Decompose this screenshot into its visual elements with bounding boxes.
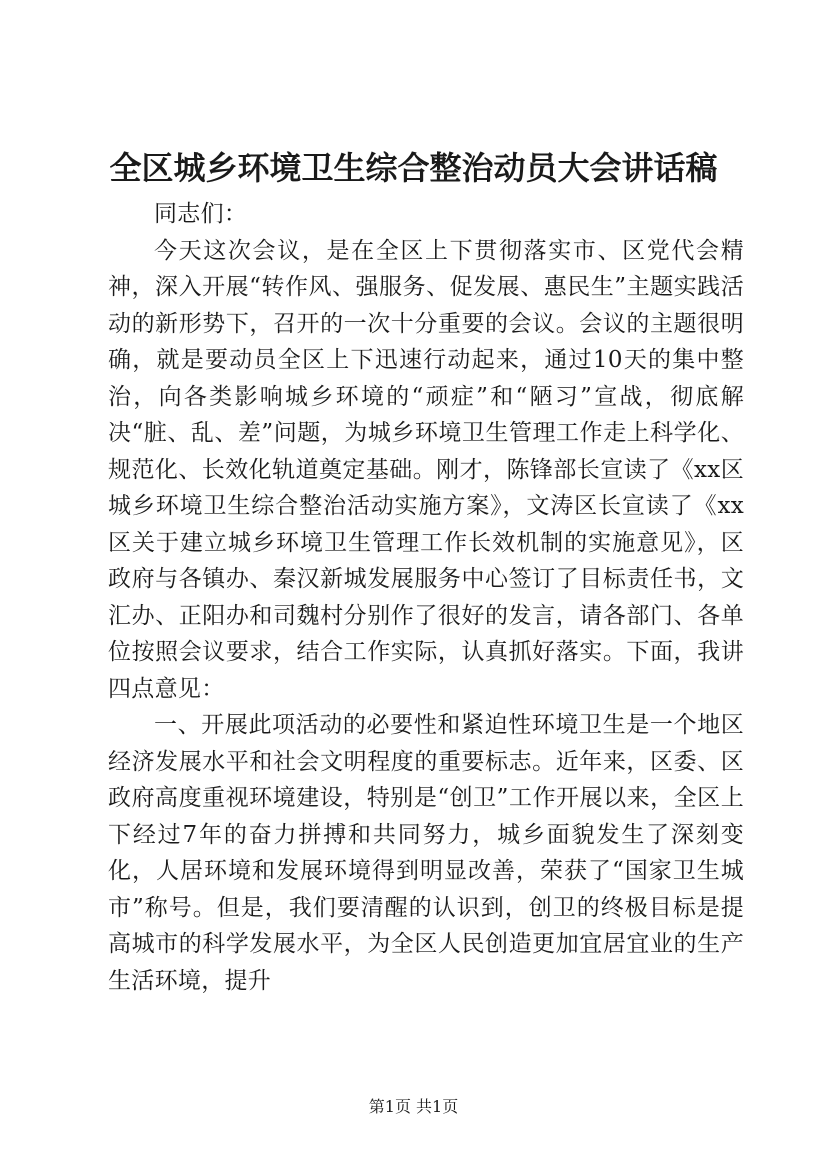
document-body [108,196,744,999]
body-paragraph: 今天这次会议，是在全区上下贯彻落实市、区党代会精神，深入开展“转作风、强服务、促发展、惠民生”主题实践活动的新形势下，召开的一次十分重要的会议。会议的主题很明确，就是要动员全区上下迅速行动起来，通过10天的集中整治，向各类影响城乡环境的“顽症”和“陋习”宣战，彻底解决“脏、乱、差”问题，为城乡环境卫生管理工作走上科学化、规范化、长效化轨道奠定基础。刚才，陈锋部长宣读了《xx区城乡环境卫生综合整治活动实施方案》，文涛区长宣读了《xx区关于建立城乡环境卫生管理工作长效机制的实施意见》，区政府与各镇办、秦汉新城发展服务中心签订了目标责任书，文汇办、正阳办和司魏村分别作了很好的发言，请各部门、各单位按照会议要求，结合工作实际，认真抓好落实。下面，我讲四点意见： [108,237,744,702]
salutation-paragraph: 同志们： [154,201,248,227]
page-footer: 第1页 共1页 [368,1097,459,1116]
document-title: 全区城乡环境卫生综合整治动员大会讲话稿 [109,149,718,187]
body-paragraph: 一、开展此项活动的必要性和紧迫性环境卫生是一个地区经济发展水平和社会文明程度的重要标志。近年来，区委、区政府高度重视环境建设，特别是“创卫”工作开展以来，全区上下经过7年的奋力拼搏和共同努力，城乡面貌发生了深刻变化，人居环境和发展环境得到明显改善，荣获了“国家卫生城市”称号。但是，我们要清醒的认识到，创卫的终极目标是提高城市的科学发展水平，为全区人民创造更加宜居宜业的生产生活环境，提升 [108,712,744,994]
